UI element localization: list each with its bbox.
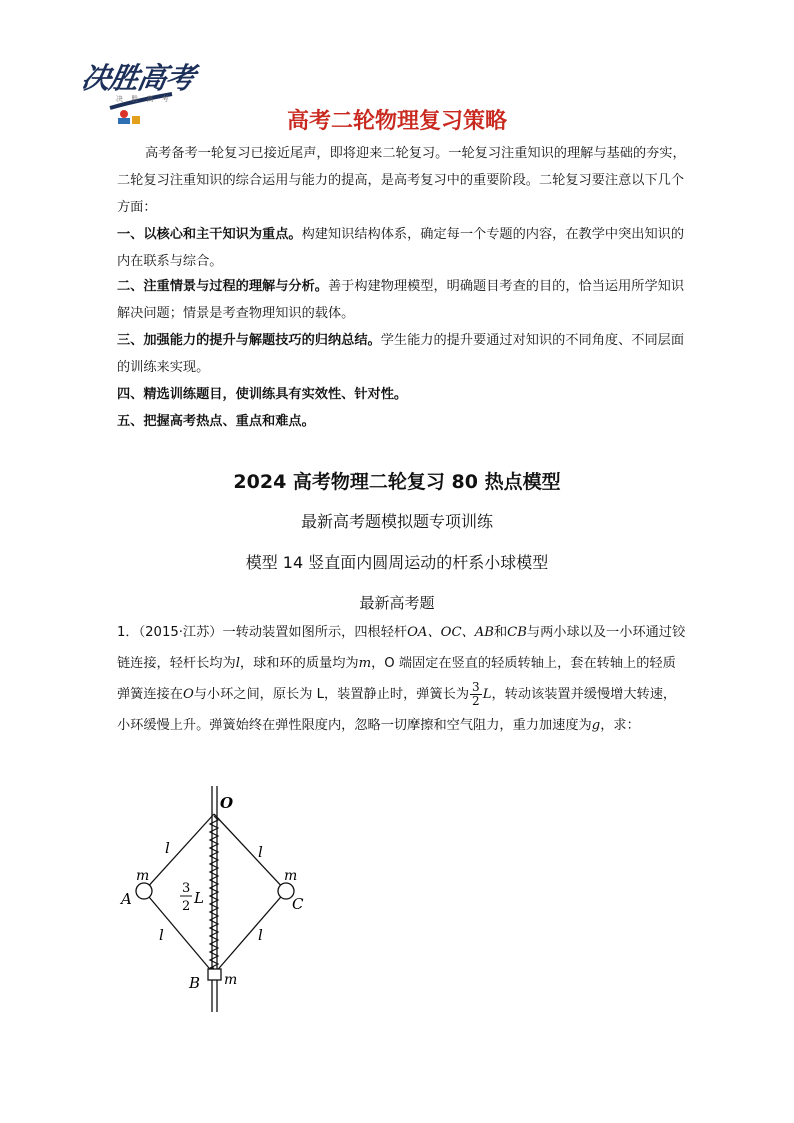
spring-label-L: L: [194, 889, 204, 907]
point-1-heading: 一、以核心和主干知识为重点。: [117, 227, 302, 242]
point-2-heading: 二、注重情景与过程的理解与分析。: [117, 279, 328, 294]
label-l-CB: l: [258, 926, 263, 944]
spring-label-num: 3: [182, 881, 191, 896]
logo-brand: 决胜高考: [78, 61, 197, 95]
page-title: [0, 104, 794, 135]
question-1: 1．（2015·江苏）一转动装置如图所示，四根轻杆OA、OC、AB和CB与两小球以及一小环通过铰链连接，轻杆长均为l，球和环的质量均为m，O 端固定在竖直的轻质转轴上，套在转轴上的轻质弹簧连接在O与小环之间，原长为 L，装置静止时，弹簧长为 $\frac{3}{2}$ L，转动该装置并缓慢增大转速，小环缓慢上升。弹簧始终在弹性限度内，忽略一切摩擦和空气阻力，重力加速度为g，求：: [117, 625, 686, 733]
point-4: [117, 381, 687, 408]
label-m-B: m: [224, 972, 238, 988]
point-5: [117, 408, 687, 435]
logo-tagline: 决 胜 高 考: [116, 95, 172, 103]
label-C: C: [292, 895, 304, 913]
ball-A: [136, 883, 152, 899]
point-3: [117, 327, 687, 381]
section-subtitle: 最新高考题模拟题专项训练: [300, 512, 493, 531]
point-2: [117, 273, 687, 327]
label-A: A: [121, 890, 132, 908]
point-1-text: 构建知识结构体系，确定每一个专题的内容，在教学中突出知识的内在联系与综合。: [117, 227, 685, 269]
point-3-text: 学生能力的提升要通过对知识的不同角度、不同层面的训练来实现。: [117, 333, 685, 375]
label-l-OA: l: [165, 839, 170, 857]
rod-OC: [214, 814, 286, 891]
subsection-heading: 最新高考题: [359, 594, 435, 612]
point-4-heading: 四、精选训练题目，使训练具有实效性、针对性。: [117, 387, 408, 402]
intro-paragraph: 高考备考一轮复习已接近尾声，即将迎来二轮复习。一轮复习注重知识的理解与基础的夯实，二轮复习注重知识的综合运用与能力的提高，是高考复习中的重要阶段。二轮复习要注意以下几个方面：: [117, 146, 686, 215]
point-2-text: 善于构建物理模型，明确题目考查的目的，恰当运用所学知识解决问题；情景是考查物理知识的载体。: [117, 279, 685, 321]
point-3-heading: 三、加强能力的提升与解题技巧的归纳总结。: [117, 333, 381, 348]
label-m-A: m: [136, 868, 150, 884]
label-B: B: [189, 974, 201, 992]
label-l-AB: l: [159, 926, 164, 944]
rotation-device-figure: [110, 780, 320, 1020]
page-title-text: 高考二轮物理复习策略: [286, 109, 507, 134]
spring-label-den: 2: [182, 899, 191, 914]
point-5-heading: 五、把握高考热点、重点和难点。: [117, 414, 315, 429]
rod-CB: [214, 891, 286, 974]
point-1: [117, 221, 687, 275]
ring-B: [208, 969, 221, 980]
label-O: O: [220, 794, 234, 812]
section-title: 2024 高考物理二轮复习 80 热点模型: [233, 471, 561, 493]
fraction: $\frac{3}{2}$: [472, 679, 480, 708]
label-m-C: m: [284, 868, 298, 884]
rod-OA: [144, 814, 214, 891]
label-l-OC: l: [258, 843, 263, 861]
model-title: 模型 14 竖直面内圆周运动的杆系小球模型: [245, 553, 549, 572]
